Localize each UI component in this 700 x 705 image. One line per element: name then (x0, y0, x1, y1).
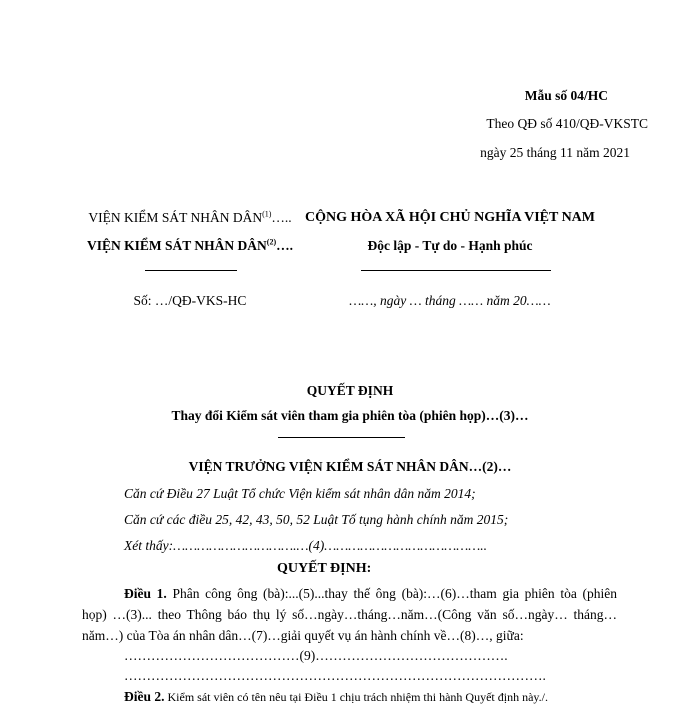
article-2-text: Kiểm sát viên có tên nêu tại Điều 1 chịu trách nhiệm thi hành Quyết định này./. (164, 690, 548, 704)
basis-line-1: Căn cứ Điều 27 Luật Tổ chức Viện kiểm sát nhân dân năm 2014; (124, 486, 476, 501)
decision-heading: QUYẾT ĐỊNH: (277, 561, 372, 576)
article-1-text: Phân công ông (bà):...(5)...thay thế ông (bà):…(6)…tham gia phiên tòa (phiên họp) …(3)... theo Thông báo thụ lý số…ngày…tháng…năm…(Công văn số…ngày… tháng…năm…) của Tòa án nhân dân…(7)…giải quyết vụ án hành chính về…(8)…, giữa: (82, 586, 617, 643)
left-header-line1: VIỆN KIỂM SÁT NHÂN DÂN$^{(1)}$….. (88, 209, 292, 225)
party-line-2: …………………………………………………………………………………. (124, 668, 546, 683)
document-number: Số: …/QĐ-VKS-HC (133, 293, 247, 308)
nation-title: CỘNG HÒA XÃ HỘI CHỦ NGHĨA VIỆT NAM (304, 210, 595, 225)
basis-line-3: Xét thấy:………………………….…(4)………………………………….. (124, 538, 488, 553)
article-2-label: Điều 2. (124, 689, 165, 704)
form-reference: Theo QĐ số 410/QĐ-VKSTC (486, 116, 648, 131)
decision-title: QUYẾT ĐỊNH (306, 383, 394, 398)
authority-line: VIỆN TRƯỞNG VIỆN KIỂM SÁT NHÂN DÂN…(2)… (188, 459, 512, 474)
article-2 (124, 689, 548, 705)
left-header-underline (145, 270, 237, 271)
place-date: ……, ngày … tháng …… năm 20…… (349, 293, 551, 308)
left-header-line2: VIỆN KIỂM SÁT NHÂN DÂN$^{(2)}$…. (87, 237, 293, 253)
title-underline (278, 437, 405, 438)
article-1-label: Điều 1. (124, 586, 167, 601)
form-number: Mẫu số 04/HC (524, 88, 608, 103)
decision-subtitle: Thay đổi Kiểm sát viên tham gia phiên tòa (phiên họp)…(3)… (171, 408, 529, 423)
party-line-1: …………………………………(9)……………………………………. (124, 648, 508, 663)
nation-motto: Độc lập - Tự do - Hạnh phúc (367, 238, 533, 253)
article-1 (82, 583, 617, 646)
form-date: ngày 25 tháng 11 năm 2021 (480, 145, 630, 160)
basis-line-2: Căn cứ các điều 25, 42, 43, 50, 52 Luật Tố tụng hành chính năm 2015; (124, 512, 509, 527)
motto-underline (361, 270, 551, 271)
